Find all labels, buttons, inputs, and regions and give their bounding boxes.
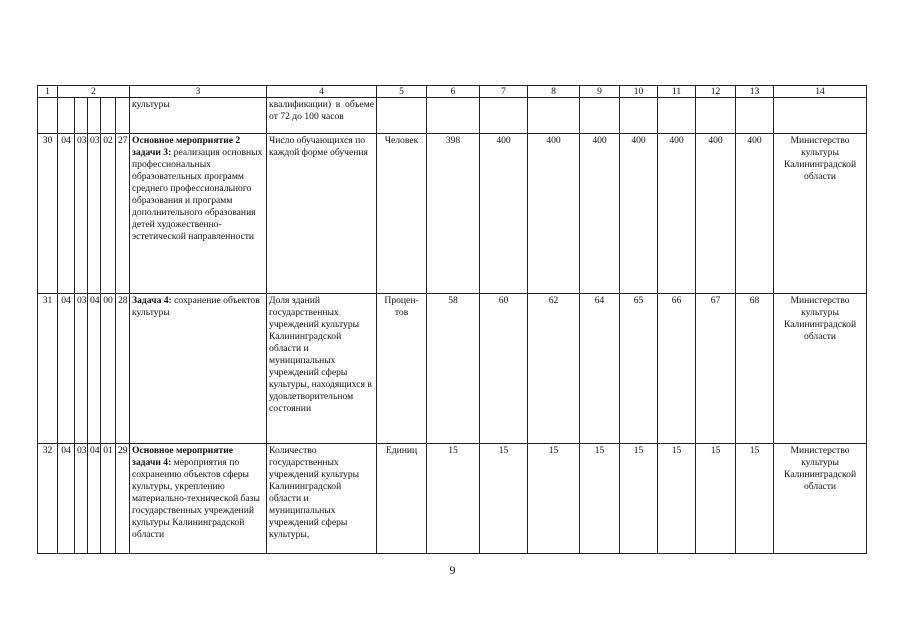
activity-description: мероприятия по сохранению объектов сферы культуры, укреплению материально-технической базы государственных учреждений культуры Калининградской области — [132, 457, 260, 540]
header-cell: 7 — [480, 86, 528, 98]
value-cell: 68 — [736, 294, 774, 444]
code-cell: 04 — [88, 444, 101, 554]
value-cell: 400 — [580, 134, 620, 294]
value-cell: 15 — [580, 444, 620, 554]
code-cell: 27 — [116, 134, 130, 294]
responsible-cell: Министерство культуры Калининградской области — [774, 444, 867, 554]
code-cell: 29 — [116, 444, 130, 554]
value-cell: 15 — [736, 444, 774, 554]
activity-cell — [130, 294, 267, 444]
table-row — [38, 134, 867, 294]
header-cell: 11 — [658, 86, 696, 98]
value-cell: 15 — [427, 444, 480, 554]
code-cell: 03 — [75, 444, 88, 554]
code-cell: 03 — [75, 294, 88, 444]
indicator-cell: Количество государственных учреждений культуры Калининградской области и муниципальных учреждений сферы культуры, — [267, 444, 377, 554]
activity-title: Основное мероприятие задачи 4: — [132, 445, 234, 468]
continuation-row — [38, 98, 867, 134]
value-cell: 67 — [696, 294, 736, 444]
header-cell: 9 — [580, 86, 620, 98]
value-cell: 15 — [528, 444, 580, 554]
value-cell: 400 — [480, 134, 528, 294]
value-cell: 60 — [480, 294, 528, 444]
header-cell: 5 — [377, 86, 427, 98]
value-cell: 400 — [736, 134, 774, 294]
program-indicators-table — [37, 85, 867, 554]
code-cell: 03 — [88, 134, 101, 294]
value-cell: 400 — [620, 134, 658, 294]
value-cell: 15 — [658, 444, 696, 554]
continuation-indicator: квалификации) в объеме от 72 до 100 часов — [267, 98, 377, 134]
activity-cell — [130, 444, 267, 554]
value-cell: 15 — [620, 444, 658, 554]
row-number: 32 — [38, 444, 58, 554]
code-cell: 04 — [88, 294, 101, 444]
header-row — [38, 86, 867, 98]
header-cell: 13 — [736, 86, 774, 98]
header-cell: 1 — [38, 86, 58, 98]
row-number: 31 — [38, 294, 58, 444]
code-cell: 01 — [101, 444, 116, 554]
header-cell: 12 — [696, 86, 736, 98]
indicator-cell: Доля зданий государственных учреждений культуры Калининградской области и муниципальных учреждений сферы культуры, находящихся в удовлетворительном состоянии — [267, 294, 377, 444]
activity-description: реализация основных профессиональных образовательных программ среднего профессионального образования и программ дополнительного образования детей художественно-эстетической направленности — [132, 147, 263, 242]
activity-title: Основное мероприятие 2 задачи 3: — [132, 135, 241, 158]
code-cell: 00 — [101, 294, 116, 444]
responsible-cell: Министерство культуры Калининградской области — [774, 134, 867, 294]
value-cell: 15 — [696, 444, 736, 554]
table-row — [38, 294, 867, 444]
page-number: 9 — [449, 563, 456, 577]
header-cell: 10 — [620, 86, 658, 98]
activity-description: сохранение объектов культуры — [132, 295, 260, 318]
header-cell: 8 — [528, 86, 580, 98]
header-cell: 4 — [267, 86, 377, 98]
code-cell: 04 — [58, 294, 75, 444]
code-cell: 03 — [75, 134, 88, 294]
code-cell: 04 — [58, 444, 75, 554]
value-cell: 400 — [696, 134, 736, 294]
header-cell: 14 — [774, 86, 867, 98]
indicator-cell: Число обучающихся по каждой форме обучения — [267, 134, 377, 294]
value-cell: 15 — [480, 444, 528, 554]
row-number: 30 — [38, 134, 58, 294]
activity-cell — [130, 134, 267, 294]
header-cell: 6 — [427, 86, 480, 98]
code-cell: 28 — [116, 294, 130, 444]
value-cell: 66 — [658, 294, 696, 444]
unit-cell: Человек — [377, 134, 427, 294]
value-cell: 58 — [427, 294, 480, 444]
unit-cell: Процен-тов — [377, 294, 427, 444]
code-cell: 04 — [58, 134, 75, 294]
value-cell: 400 — [528, 134, 580, 294]
responsible-cell: Министерство культуры Калининградской области — [774, 294, 867, 444]
header-cell: 3 — [130, 86, 267, 98]
table-row — [38, 444, 867, 554]
value-cell: 400 — [658, 134, 696, 294]
code-cell: 02 — [101, 134, 116, 294]
header-cell: 2 — [58, 86, 130, 98]
value-cell: 64 — [580, 294, 620, 444]
unit-cell: Единиц — [377, 444, 427, 554]
value-cell: 62 — [528, 294, 580, 444]
value-cell: 398 — [427, 134, 480, 294]
value-cell: 65 — [620, 294, 658, 444]
continuation-title: культуры — [130, 98, 267, 134]
activity-title: Задача 4: — [132, 295, 172, 306]
